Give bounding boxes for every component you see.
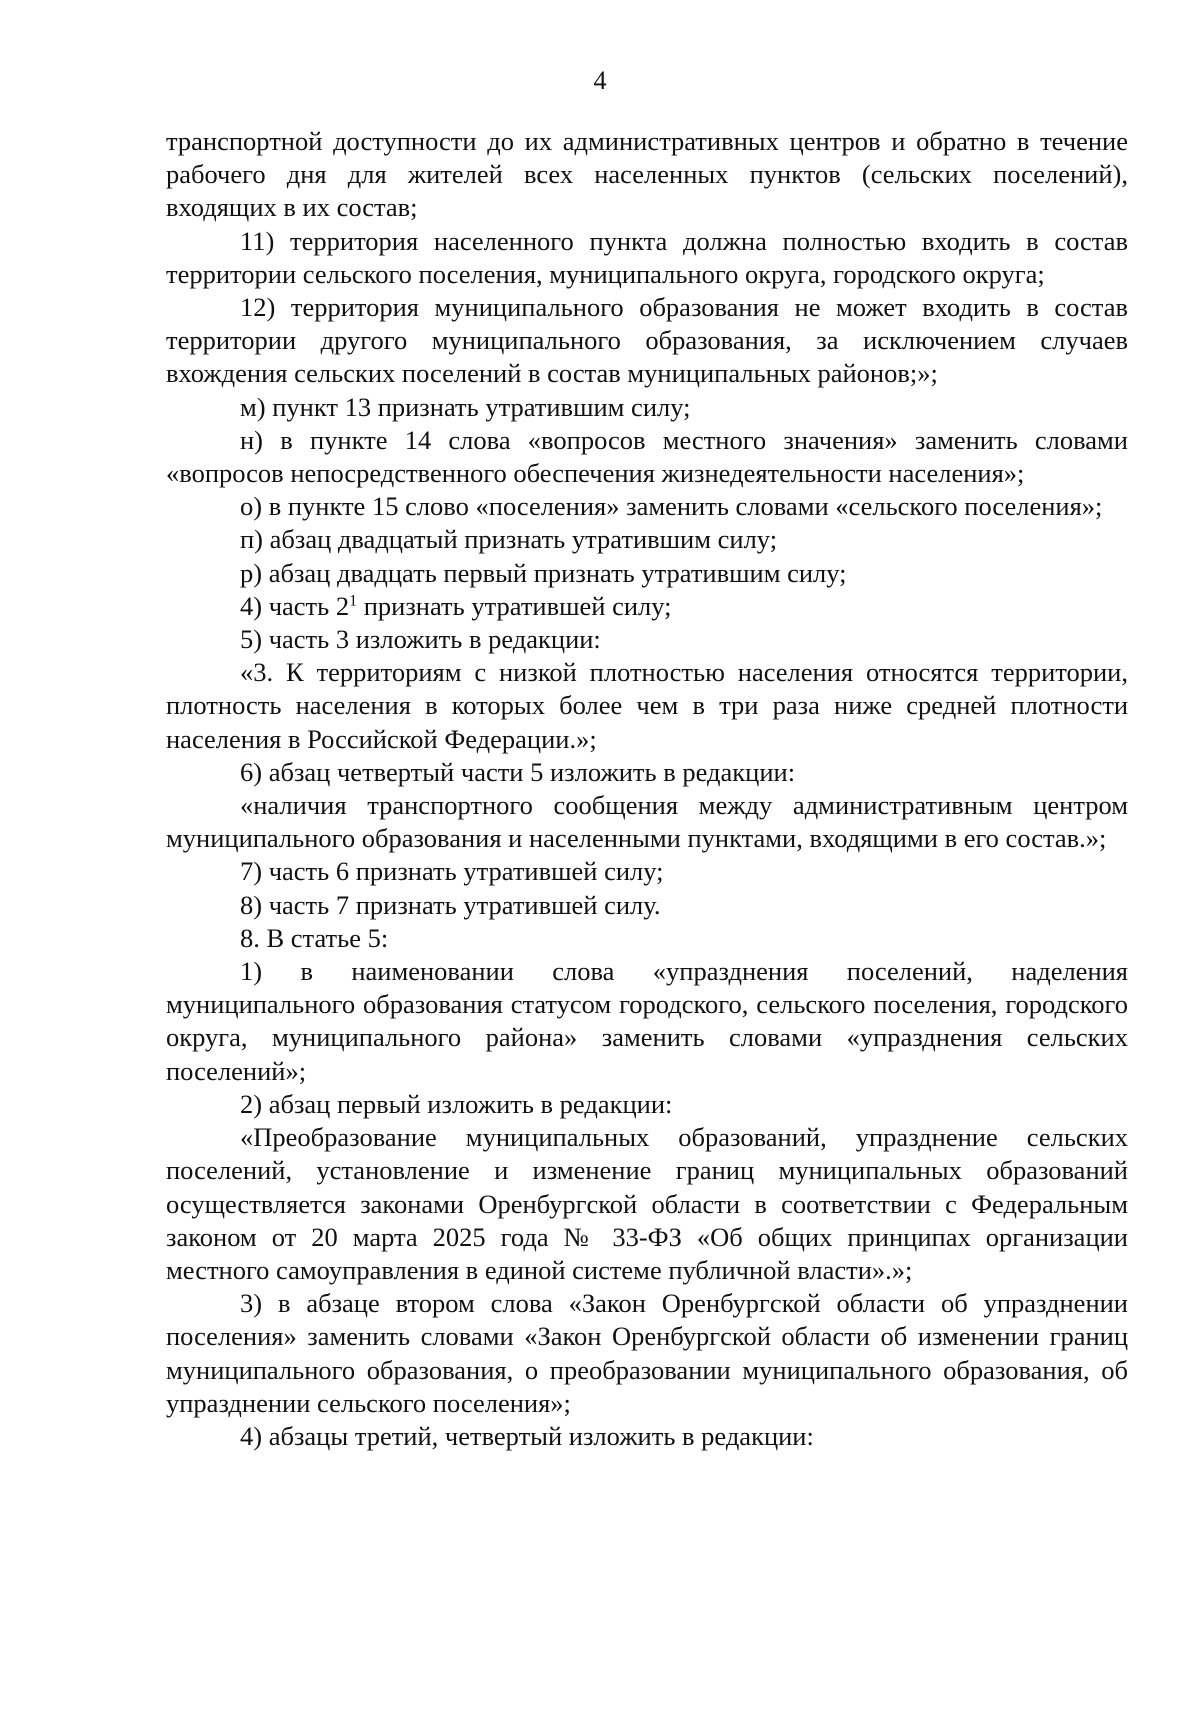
paragraph-continuation: транспортной доступности до их административных центров и обратно в течение рабочего дня для жителей всех населенных пунктов (сельских поселений), входящих в их состав; xyxy=(166,126,1128,223)
paragraph-quote-transport: «наличия транспортного сообщения между административным центром муниципального образования и населенными пунктами, входящими в его состав.»; xyxy=(166,790,1128,854)
paragraph-article-5-heading: 8. В статье 5: xyxy=(240,922,389,953)
document-body xyxy=(166,125,1128,1453)
paragraph-item-4 xyxy=(166,590,1128,623)
paragraph-article-5-item-1: 1) в наименовании слова «упразднения поселений, наделения муниципального образования статусом городского, сельского поселения, городского округа, муниципального района» заменить словами «упразднения сельских поселений»; xyxy=(166,956,1128,1086)
paragraph-item-8: 8) часть 7 признать утратившей силу. xyxy=(240,889,661,920)
paragraph-item-4-rest: признать утратившей силу; xyxy=(357,590,672,621)
paragraph-item-r: р) абзац двадцать первый признать утратившим силу; xyxy=(240,557,847,588)
paragraph-item-6: 6) абзац четвертый части 5 изложить в редакции: xyxy=(240,756,796,787)
paragraph-item-7: 7) часть 6 признать утратившей силу; xyxy=(240,856,664,887)
paragraph-item-m: м) пункт 13 признать утратившим силу; xyxy=(240,391,691,422)
paragraph-item-4-text: 4) часть 2 xyxy=(240,590,350,621)
superscript-index: 1 xyxy=(349,592,358,610)
paragraph-item-12: 12) территория муниципального образования не может входить в состав территории другого муниципального образования, за исключением случаев вхождения сельских поселений в состав муниципальных районов;»; xyxy=(166,292,1128,389)
paragraph-quote-part-3: «3. К территориям с низкой плотностью населения относятся территории, плотность населения в которых более чем в три раза ниже средней плотности населения в Российской Федерации.»; xyxy=(166,657,1128,754)
paragraph-item-p: п) абзац двадцатый признать утратившим силу; xyxy=(240,524,778,555)
paragraph-item-n: н) в пункте 14 слова «вопросов местного значения» заменить словами «вопросов непосредственного обеспечения жизнедеятельности населения»; xyxy=(166,424,1128,489)
paragraph-article-5-item-2: 2) абзац первый изложить в редакции: xyxy=(240,1088,673,1119)
paragraph-quote-transformation: «Преобразование муниципальных образований, упразднение сельских поселений, установление и изменение границ муниципальных образований осуществляется законами Оренбургской области в соответствии с Федеральным законом от 20 марта 2025 года № 33-ФЗ «Об общих принципах организации местного самоуправления в единой системе публичной власти».»; xyxy=(166,1122,1128,1285)
paragraph-item-11: 11) территория населенного пункта должна полностью входить в состав территории сельского поселения, муниципального округа, городского округа; xyxy=(166,225,1128,289)
paragraph-article-5-item-3: 3) в абзаце втором слова «Закон Оренбургской области об упразднении поселения» заменить словами «Закон Оренбургской области об изменении границ муниципального образования, о преобразовании муниципального образования, об упразднении сельского поселения»; xyxy=(166,1288,1128,1418)
paragraph-item-o: о) в пункте 15 слово «поселения» заменить словами «сельского поселения»; xyxy=(240,491,1103,522)
page-number: 4 xyxy=(593,66,607,95)
paragraph-article-5-item-4: 4) абзацы третий, четвертый изложить в редакции: xyxy=(240,1420,814,1451)
paragraph-item-5: 5) часть 3 изложить в редакции: xyxy=(240,624,601,655)
